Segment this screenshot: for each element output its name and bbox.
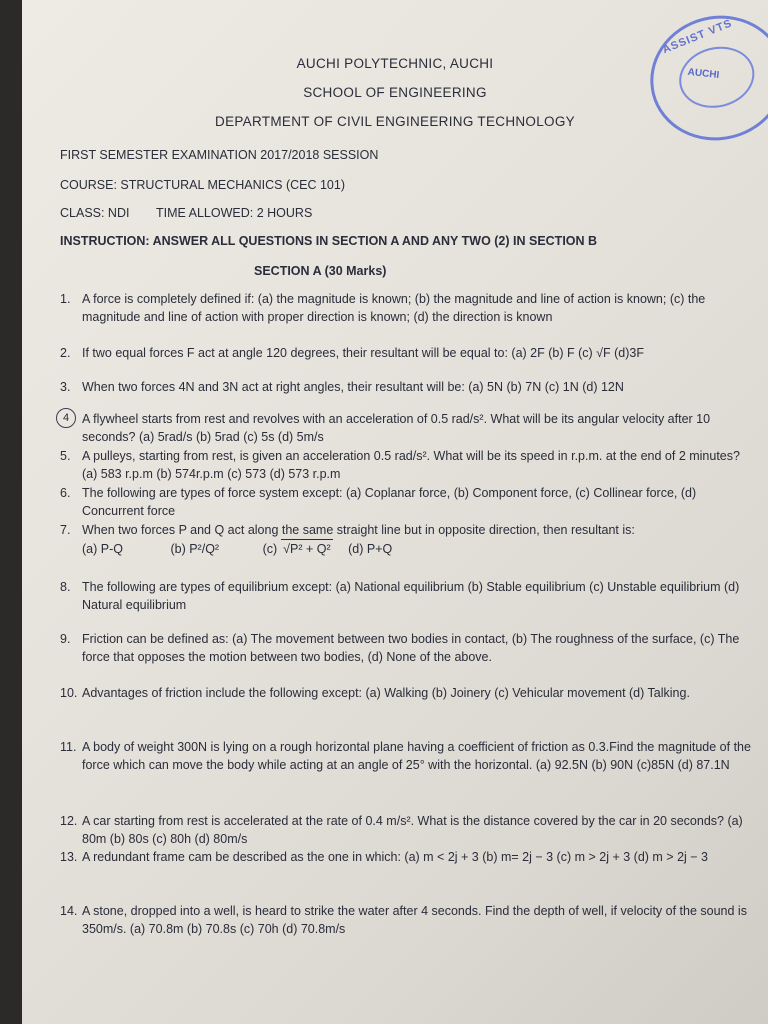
question-number: 11. [60, 740, 77, 754]
question-text: A body of weight 300N is lying on a rough horizontal plane having a coefficient of friction as 0.3.Find the magnitude of the force which can move the body while acting at an angle of 25° with the horizontal. (a) 92.5N (b) 90N (c)85N (d) 87.1N [82, 740, 751, 772]
question-number: 9. [60, 632, 71, 646]
question-text: If two equal forces F act at angle 120 degrees, their resultant will be equal to: (a) 2F (b) F (c) √F (d)3F [82, 346, 644, 360]
institution-name: AUCHI POLYTECHNIC, AUCHI [296, 56, 494, 71]
q7-option-b: (b) P²/Q² [170, 542, 220, 556]
section-heading: SECTION A (30 Marks) [254, 264, 387, 278]
school-name: SCHOOL OF ENGINEERING [303, 85, 487, 100]
question-9 [60, 630, 752, 666]
question-7 [60, 521, 752, 558]
question-8 [60, 578, 752, 614]
question-2 [60, 344, 752, 362]
question-6 [60, 484, 752, 520]
question-10 [60, 684, 752, 702]
question-text: A stone, dropped into a well, is heard to strike the water after 4 seconds. Find the depth of well, if velocity of the sound is 350m/s. (a) 70.8m (b) 70.8s (c) 70h (d) 70.8m/s [82, 904, 747, 936]
question-11 [60, 738, 752, 774]
question-number: 8. [60, 580, 71, 594]
question-text: A force is completely defined if: (a) the magnitude is known; (b) the magnitude and line of action is known; (c) the magnitude and line of action with proper direction is known; (d) the direction is known [82, 292, 706, 324]
question-1 [60, 290, 752, 326]
exam-session: FIRST SEMESTER EXAMINATION 2017/2018 SESSION [60, 148, 379, 162]
question-text: When two forces 4N and 3N act at right angles, their resultant will be: (a) 5N (b) 7N (c) 1N (d) 12N [82, 380, 624, 394]
exam-paper [22, 0, 768, 1024]
q7-option-c-label: (c) [262, 542, 278, 556]
question-number: 2. [60, 346, 71, 360]
question-14 [60, 902, 752, 938]
question-number: 1. [60, 292, 71, 306]
question-4 [62, 410, 752, 446]
q7-option-a: (a) P-Q [82, 542, 123, 556]
question-13 [60, 848, 752, 866]
exam-instruction: INSTRUCTION: ANSWER ALL QUESTIONS IN SECTION A AND ANY TWO (2) IN SECTION B [60, 234, 598, 248]
q7-option-c-expr: P² + Q² [290, 542, 331, 556]
question-text: A pulleys, starting from rest, is given an acceleration 0.5 rad/s². What will be its speed in r.p.m. at the end of 2 minutes? (a) 583 r.p.m (b) 574r.p.m (c) 573 (d) 573 r.p.m [82, 449, 740, 481]
department-name: DEPARTMENT OF CIVIL ENGINEERING TECHNOLOGY [215, 114, 575, 129]
question-number: 13. [60, 850, 78, 864]
question-number-circled: 4 [56, 408, 76, 428]
question-text: A flywheel starts from rest and revolves with an acceleration of 0.5 rad/s². What will be its angular velocity after 10 seconds? (a) 5rad/s (b) 5rad (c) 5s (d) 5m/s [82, 412, 711, 444]
question-number: 12. [60, 814, 78, 828]
time-allowed: TIME ALLOWED: 2 HOURS [156, 206, 313, 220]
question-text: The following are types of force system except: (a) Coplanar force, (b) Component force, (c) Collinear force, (d) Concurrent force [82, 486, 697, 518]
course-title: COURSE: STRUCTURAL MECHANICS (CEC 101) [60, 178, 345, 192]
question-text: Advantages of friction include the following except: (a) Walking (b) Joinery (c) Vehicular movement (d) Talking. [82, 686, 690, 700]
question-3 [60, 378, 752, 396]
q7-option-c-sqrt-expr: √P² + Q² [281, 539, 333, 558]
question-number: 7. [60, 523, 71, 537]
question-text: The following are types of equilibrium except: (a) National equilibrium (b) Stable equilibrium (c) Unstable equilibrium (d) Natural equilibrium [82, 580, 740, 612]
question-number: 10. [60, 686, 78, 700]
question-number: 14. [60, 904, 78, 918]
question-5 [60, 447, 752, 483]
question-text: A redundant frame cam be described as the one in which: (a) m < 2j + 3 (b) m= 2j − 3 (c) m > 2j + 3 (d) m > 2j − 3 [82, 850, 708, 864]
question-number: 6. [60, 486, 71, 500]
question-text: Friction can be defined as: (a) The movement between two bodies in contact, (b) The roughness of the surface, (c) The force that opposes the motion between two bodies, (d) None of the above. [82, 632, 740, 664]
question-text: When two forces P and Q act along the same straight line but in opposite direction, then resultant is: [82, 523, 635, 537]
question-text: A car starting from rest is accelerated at the rate of 0.4 m/s². What is the distance covered by the car in 20 seconds? (a) 80m (b) 80s (c) 80h (d) 80m/s [82, 814, 743, 846]
question-number: 3. [60, 380, 71, 394]
stamp-text-top: ASSIST VTS [660, 17, 735, 57]
q7-option-d: (d) P+Q [348, 542, 393, 556]
question-12 [60, 812, 752, 848]
official-stamp [637, 1, 768, 154]
class-label: CLASS: NDI [60, 206, 130, 220]
question-number: 5. [60, 449, 71, 463]
stamp-text-center: AUCHI [687, 66, 720, 82]
